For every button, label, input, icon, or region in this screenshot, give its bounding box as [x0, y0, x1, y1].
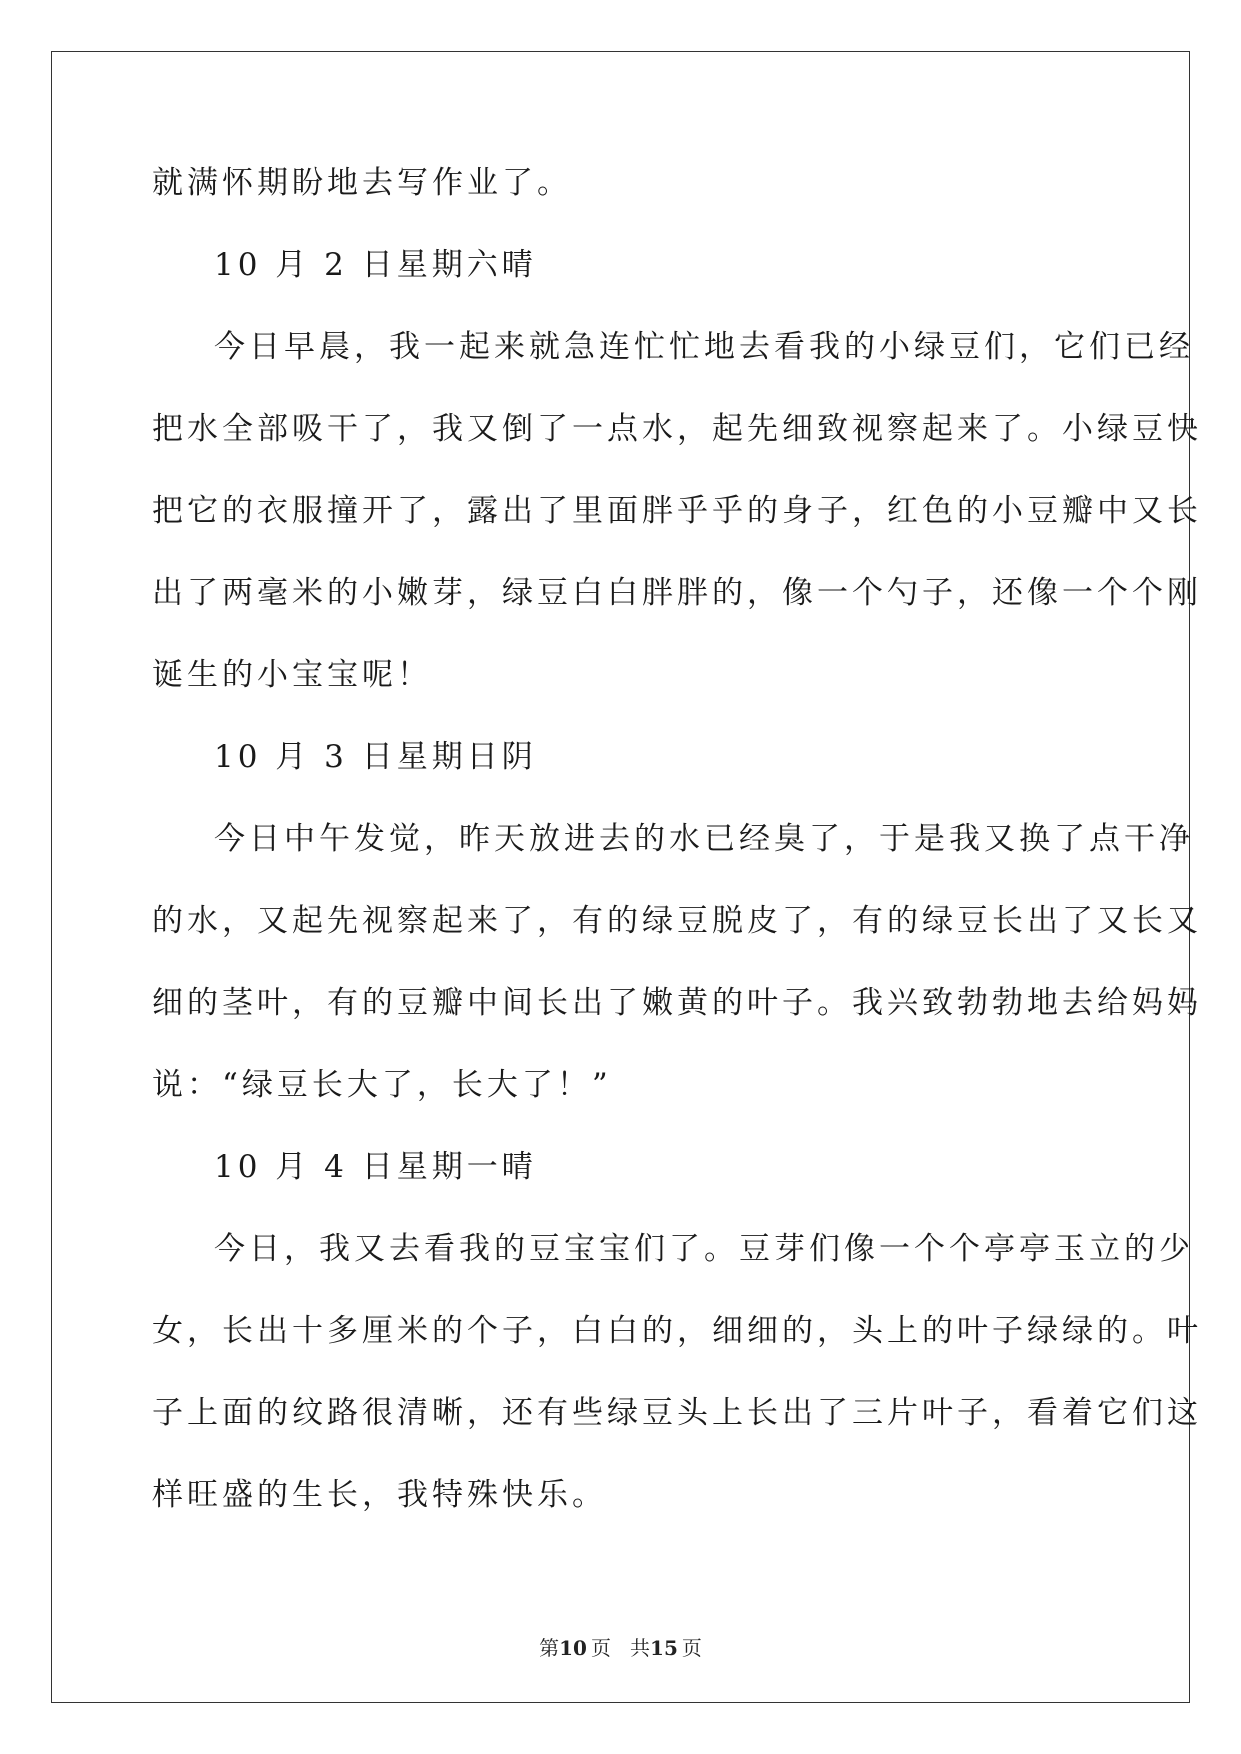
text-line: 今日中午发觉，昨天放进去的水已经臭了，于是我又换了点干净: [214, 821, 1194, 857]
footer-total-suffix: 页: [681, 1636, 702, 1660]
text-line: 细的茎叶，有的豆瓣中间长出了嫩黄的叶子。我兴致勃勃地去给妈妈: [152, 985, 1202, 1021]
text-line: 10 月 4 日星期一晴: [214, 1149, 537, 1185]
text-line: 样旺盛的生长，我特殊快乐。: [152, 1477, 607, 1513]
text-line: 就满怀期盼地去写作业了。: [152, 165, 572, 201]
total-page-count: 15: [650, 1636, 678, 1660]
text-line: 诞生的小宝宝呢！: [152, 657, 432, 693]
text-line: 把水全部吸干了，我又倒了一点水，起先细致视察起来了。小绿豆快: [152, 411, 1202, 447]
text-line: 的水，又起先视察起来了，有的绿豆脱皮了，有的绿豆长出了又长又: [152, 903, 1202, 939]
text-line: 子上面的纹路很清晰，还有些绿豆头上长出了三片叶子，看着它们这: [152, 1395, 1202, 1431]
current-page-number: 10: [559, 1636, 587, 1660]
text-line: 10 月 3 日星期日阴: [214, 739, 537, 775]
text-line: 把它的衣服撞开了，露出了里面胖乎乎的身子，红色的小豆瓣中又长: [152, 493, 1202, 529]
document-body: [152, 160, 1202, 1554]
text-line: 10 月 2 日星期六晴: [214, 247, 537, 283]
page-footer: [0, 1632, 1241, 1661]
text-line: 今日早晨，我一起来就急连忙忙地去看我的小绿豆们，它们已经: [214, 329, 1194, 365]
footer-total-prefix: 共: [630, 1636, 651, 1660]
footer-page-suffix: 页: [590, 1636, 611, 1660]
text-line: 女，长出十多厘米的个子，白白的，细细的，头上的叶子绿绿的。叶: [152, 1313, 1202, 1349]
text-line: 今日，我又去看我的豆宝宝们了。豆芽们像一个个亭亭玉立的少: [214, 1231, 1194, 1267]
text-line: 出了两毫米的小嫩芽，绿豆白白胖胖的，像一个勺子，还像一个个刚: [152, 575, 1202, 611]
text-line: 说：“绿豆长大了，长大了！”: [152, 1067, 612, 1103]
footer-prefix: 第: [539, 1636, 560, 1660]
